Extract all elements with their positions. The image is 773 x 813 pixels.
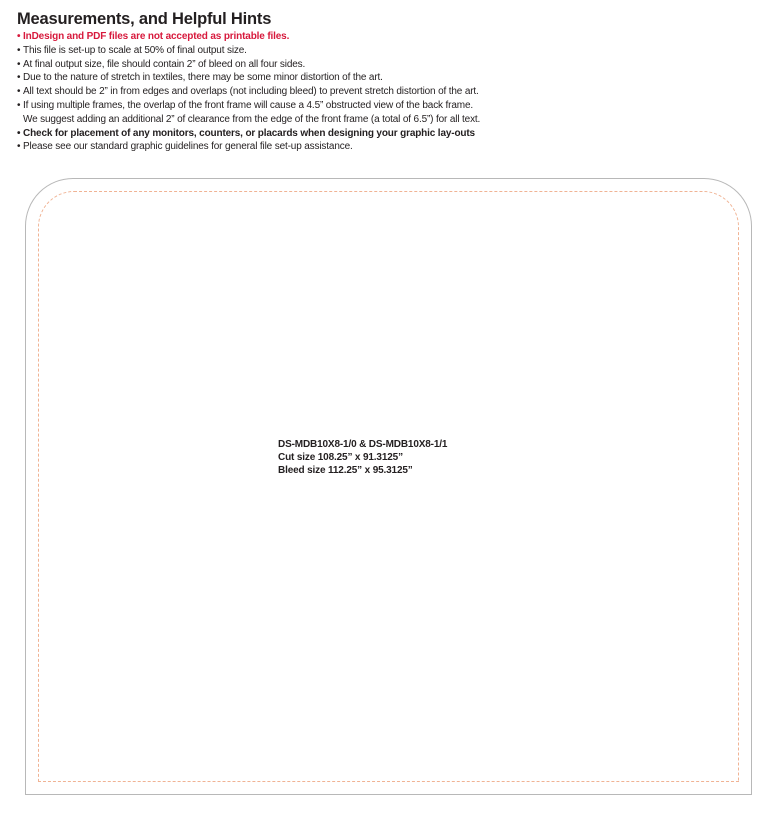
hint-item-bleed	[17, 58, 757, 72]
hint-text: This file is set-up to scale at 50% of final output size.	[23, 44, 247, 56]
template-bleed-size: Bleed size 112.25” x 95.3125”	[278, 465, 413, 476]
template-spec	[278, 438, 447, 477]
hint-text: Check for placement of any monitors, counters, or placards when designing your graphic lay-outs	[23, 127, 475, 139]
hint-item-guidelines	[17, 140, 757, 154]
bullet-icon: •	[17, 44, 21, 56]
bullet-icon: •	[17, 72, 21, 84]
hint-item-multiple-frames	[17, 99, 757, 127]
hints-section	[17, 10, 757, 154]
hint-text: At final output size, file should contain 2” of bleed on all four sides.	[23, 58, 306, 70]
bullet-icon: •	[17, 141, 21, 153]
hint-item-file-format	[17, 30, 757, 44]
bullet-icon: •	[17, 127, 21, 139]
hint-text: Due to the nature of stretch in textiles, there may be some minor distortion of the art.	[23, 72, 383, 84]
hint-item-text-margin	[17, 85, 757, 99]
hint-text: All text should be 2” in from edges and overlaps (not including bleed) to prevent stretch distortion of the art.	[23, 86, 479, 98]
hint-text-continuation: We suggest adding an additional 2” of clearance from the edge of the front frame (a total of 6.5”) for all text.	[23, 113, 481, 125]
hints-list	[17, 30, 757, 154]
hints-title: Measurements, and Helpful Hints	[17, 10, 272, 28]
hint-item-scale	[17, 44, 757, 58]
bullet-icon: •	[17, 31, 21, 42]
hint-item-distortion	[17, 71, 757, 85]
hint-text: Please see our standard graphic guidelines for general file set-up assistance.	[23, 141, 353, 153]
bleed-line-outline	[38, 191, 739, 782]
template-model: DS-MDB10X8-1/0 & DS-MDB10X8-1/1	[278, 439, 448, 450]
template-cut-size: Cut size 108.25” x 91.3125”	[278, 452, 403, 463]
bullet-icon: •	[17, 99, 21, 111]
hint-text: If using multiple frames, the overlap of the front frame will cause a 4.5” obstructed view of the back frame.	[23, 99, 473, 111]
bullet-icon: •	[17, 86, 21, 98]
hint-item-placement	[17, 127, 757, 141]
bullet-icon: •	[17, 58, 21, 70]
hint-text: InDesign and PDF files are not accepted as printable files.	[23, 31, 290, 42]
